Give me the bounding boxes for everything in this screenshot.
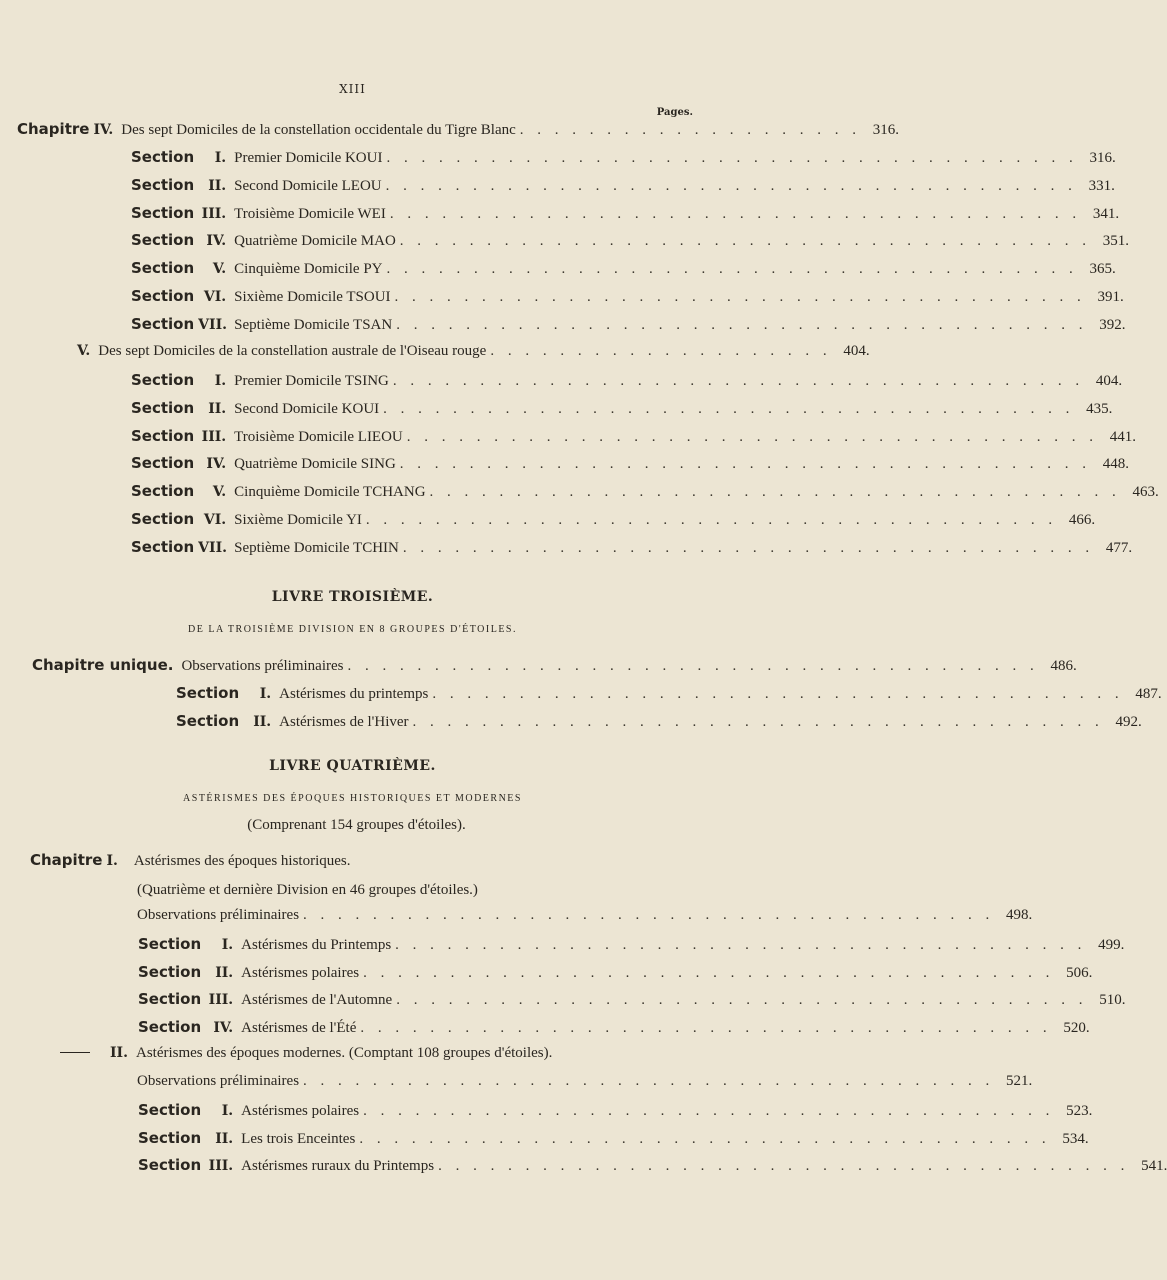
page-ref: 492. [1115, 714, 1142, 730]
page-ref: 534. [1062, 1130, 1089, 1147]
page-ref: 435. [1086, 400, 1113, 417]
leader-dots: . . . . . . . . . . . . . . . . . . . . [490, 343, 832, 359]
section-label: Section [131, 148, 195, 166]
entry-title: Observations préliminaires [137, 907, 300, 923]
page-ref: 506. [1066, 964, 1093, 981]
toc-entry-section [0, 1101, 1093, 1125]
chapter-label: Chapitre [30, 851, 103, 869]
entry-title: Astérismes de l'Hiver [279, 714, 409, 730]
leader-dots: . . . . . . . . . . . . . . . . . . . . . . . . . . . . . . . . . . . . . . . . [395, 937, 1087, 953]
toc-entry-section [0, 935, 1125, 959]
entry-title: Septième Domicile TSAN [234, 316, 393, 333]
section-number: IV. [206, 233, 227, 250]
section-label: Section [131, 314, 195, 333]
section-label: Section [131, 203, 195, 222]
toc-entry-section [0, 684, 1162, 708]
ditto-dash [60, 1052, 90, 1053]
section-number: III. [201, 428, 227, 445]
page-ref: 463. [1132, 484, 1159, 501]
entry-title: Cinquième Domicile TCHANG [234, 484, 426, 501]
book-4-note: (Comprenant 154 groupes d'étoiles). [247, 817, 466, 833]
pages-column-label: Pages. [656, 107, 693, 118]
entry-title: Second Domicile LEOU [234, 177, 382, 194]
toc-entry-section [0, 510, 1096, 534]
section-number: I. [221, 1103, 234, 1119]
section-label: Section [138, 1101, 202, 1119]
page-ref: 486. [1050, 658, 1077, 674]
section-number: V. [212, 484, 227, 501]
leader-dots: . . . . . . . . . . . . . . . . . . . . . . . . . . . . . . . . . . . . . . . . [438, 1158, 1130, 1174]
page-ref: 341. [1092, 205, 1120, 222]
leader-dots: . . . . . . . . . . . . . . . . . . . . . . . . . . . . . . . . . . . . . . . . [385, 177, 1077, 194]
section-number: III. [208, 992, 234, 1008]
toc-entry-section [0, 426, 1137, 451]
page-number: XIII [339, 82, 366, 96]
page-ref: 498. [1006, 907, 1033, 923]
leader-dots: . . . . . . . . . . . . . . . . . . . . . . . . . . . . . . . . . . . . . . . . [394, 289, 1086, 305]
page-ref: 477. [1105, 539, 1133, 556]
leader-dots: . . . . . . . . . . . . . . . . . . . . . . . . . . . . . . . . . . . . . . . . [383, 400, 1075, 417]
section-number: I. [221, 937, 234, 953]
entry-title: Observations préliminaires [137, 1073, 300, 1089]
toc-entry-section [0, 962, 1093, 987]
toc-entry-section [0, 371, 1123, 395]
entry-title: Astérismes du printemps [279, 686, 429, 702]
toc-entry-observations [0, 907, 1033, 931]
section-label: Section [131, 510, 195, 528]
section-number: IV. [213, 1019, 234, 1036]
entry-title: Quatrième Domicile MAO [234, 233, 396, 250]
toc-entry-section [0, 314, 1126, 339]
page-ref: 365. [1089, 261, 1116, 278]
toc-entry-chapter-v [0, 343, 870, 367]
page-ref: 510. [1099, 992, 1126, 1008]
page-ref: 487. [1135, 686, 1162, 702]
entry-title: Sixième Domicile YI [234, 512, 362, 528]
section-label: Section [131, 537, 195, 556]
toc-entry-section [0, 1128, 1089, 1153]
section-number: II. [253, 714, 272, 730]
entry-title: Astérismes du Printemps [241, 937, 392, 953]
page-ref: 441. [1109, 428, 1137, 445]
entry-title: Astérismes des époques modernes. (Comptant 108 groupes d'étoiles). [135, 1045, 553, 1061]
page-ref: 520. [1063, 1019, 1090, 1036]
leader-dots: . . . . . . . . . . . . . . . . . . . . . . . . . . . . . . . . . . . . . . . . [347, 658, 1039, 674]
section-label: Section [131, 287, 195, 305]
page-ref: 316. [1089, 150, 1116, 166]
entry-title: Des sept Domiciles de la constellation occidentale du Tigre Blanc [121, 122, 516, 138]
toc-entry-chapter-i [0, 851, 759, 875]
section-number: II. [215, 1130, 234, 1147]
toc-entry-section [0, 259, 1116, 283]
leader-dots: . . . . . . . . . . . . . . . . . . . . . . . . . . . . . . . . . . . . . . . . [402, 539, 1095, 556]
toc-entry-section [0, 398, 1113, 423]
entry-title: Troisième Domicile LIEOU [234, 428, 403, 445]
entry-title: Premier Domicile TSING [234, 373, 389, 389]
leader-dots: . . . . . . . . . . . . . . . . . . . . . . . . . . . . . . . . . . . . . . . . [406, 428, 1099, 445]
section-label: Section [138, 935, 202, 953]
section-label: Section [138, 1156, 202, 1174]
leader-dots: . . . . . . . . . . . . . . . . . . . . . . . . . . . . . . . . . . . . . . . . [303, 1073, 995, 1089]
toc-entry-chapter-iv [0, 120, 900, 144]
leader-dots: . . . . . . . . . . . . . . . . . . . . . . . . . . . . . . . . . . . . . . . . [389, 205, 1082, 222]
chapter-number: V. [77, 343, 91, 359]
chapter-number: II. [110, 1045, 128, 1061]
toc-entry-section [0, 712, 1142, 736]
leader-dots: . . . . . . . . . . . . . . . . . . . . . . . . . . . . . . . . . . . . . . . . [392, 373, 1085, 389]
page-ref: 541. [1141, 1158, 1167, 1174]
toc-entry-section [0, 148, 1116, 172]
page-ref: 499. [1098, 937, 1125, 953]
leader-dots: . . . . . . . . . . . . . . . . . . . . . . . . . . . . . . . . . . . . . . . . [412, 714, 1104, 730]
page-ref: 392. [1099, 316, 1126, 333]
leader-dots: . . . . . . . . . . . . . . . . . . . . [519, 122, 862, 138]
entry-title: Quatrième Domicile SING [234, 456, 396, 473]
toc-entry-section [0, 231, 1130, 255]
leader-dots: . . . . . . . . . . . . . . . . . . . . . . . . . . . . . . . . . . . . . . . . [303, 907, 995, 923]
entry-title: Cinquième Domicile PY [234, 261, 383, 278]
chapter-label: Chapitre [17, 120, 90, 138]
page-ref: 391. [1097, 289, 1124, 305]
section-number: IV. [206, 456, 227, 473]
entry-title: Astérismes polaires [241, 1103, 360, 1119]
section-label: Section [131, 482, 195, 501]
toc-entry-chapter-ii [0, 1045, 759, 1069]
toc-entry-section [0, 990, 1126, 1014]
section-label: Section [131, 454, 195, 473]
leader-dots: . . . . . . . . . . . . . . . . . . . . . . . . . . . . . . . . . . . . . . . . [399, 233, 1092, 250]
entry-title: Second Domicile KOUI [234, 400, 380, 417]
leader-dots: . . . . . . . . . . . . . . . . . . . . . . . . . . . . . . . . . . . . . . . . [360, 1019, 1052, 1036]
entry-title: Astérismes de l'Été [241, 1019, 357, 1036]
section-label: Section [138, 1017, 202, 1036]
section-label: Section [176, 684, 240, 702]
page-ref: 521. [1006, 1073, 1033, 1089]
leader-dots: . . . . . . . . . . . . . . . . . . . . . . . . . . . . . . . . . . . . . . . . [399, 456, 1092, 473]
entry-title: Astérismes polaires [241, 964, 360, 981]
section-label: Section [131, 426, 195, 445]
section-number: VI. [203, 289, 227, 305]
leader-dots: . . . . . . . . . . . . . . . . . . . . . . . . . . . . . . . . . . . . . . . . [363, 964, 1055, 981]
chapter-i-note: (Quatrième et dernière Division en 46 groupes d'étoiles.) [137, 882, 478, 898]
leader-dots: . . . . . . . . . . . . . . . . . . . . . . . . . . . . . . . . . . . . . . . . [432, 686, 1124, 702]
chapter-number: I. [106, 853, 118, 869]
page-ref: 466. [1068, 512, 1096, 528]
page-ref: 448. [1102, 456, 1130, 473]
section-number: I. [259, 686, 272, 702]
leader-dots: . . . . . . . . . . . . . . . . . . . . . . . . . . . . . . . . . . . . . . . . [386, 261, 1078, 278]
leader-dots: . . . . . . . . . . . . . . . . . . . . . . . . . . . . . . . . . . . . . . . . [396, 316, 1088, 333]
section-number: I. [214, 150, 227, 166]
toc-entry-section [0, 1156, 1167, 1180]
toc-entry-section [0, 1017, 1090, 1042]
entry-title: Observations préliminaires [181, 658, 344, 674]
chapter-number: IV. [93, 122, 114, 138]
section-number: V. [212, 261, 227, 278]
entry-title: Premier Domicile KOUI [234, 150, 383, 166]
page-ref: 316. [872, 122, 900, 138]
book-3-title: LIVRE TROISIÈME. [271, 589, 434, 605]
leader-dots: . . . . . . . . . . . . . . . . . . . . . . . . . . . . . . . . . . . . . . . . [429, 484, 1121, 501]
leader-dots: . . . . . . . . . . . . . . . . . . . . . . . . . . . . . . . . . . . . . . . . [365, 512, 1058, 528]
page-ref: 351. [1102, 233, 1130, 250]
section-label: Section [131, 259, 195, 278]
entry-title: Septième Domicile TCHIN [234, 539, 399, 556]
leader-dots: . . . . . . . . . . . . . . . . . . . . . . . . . . . . . . . . . . . . . . . . [386, 150, 1078, 166]
entry-title: Troisième Domicile WEI [234, 205, 386, 222]
entry-title: Astérismes des époques historiques. [133, 853, 351, 869]
section-label: Section [176, 712, 240, 730]
leader-dots: . . . . . . . . . . . . . . . . . . . . . . . . . . . . . . . . . . . . . . . . [359, 1130, 1051, 1147]
book-3-subtitle: DE LA TROISIÈME DIVISION EN 8 GROUPES D'ÉTOILES. [188, 624, 517, 635]
toc-entry-observations [0, 1073, 1033, 1097]
page-ref: 404. [843, 343, 870, 359]
section-number: VII. [198, 316, 228, 333]
entry-title: Astérismes ruraux du Printemps [241, 1158, 435, 1174]
section-number: VII. [198, 539, 228, 556]
toc-entry-section [0, 454, 1130, 478]
section-label: Section [138, 1128, 202, 1147]
section-label: Section [138, 990, 202, 1008]
chapter-label: Chapitre unique. [32, 656, 174, 674]
section-number: II. [208, 400, 227, 417]
toc-entry-section [0, 287, 1124, 311]
page-ref: 523. [1066, 1103, 1093, 1119]
book-4-title: LIVRE QUATRIÈME. [269, 758, 436, 774]
section-label: Section [131, 398, 195, 417]
entry-title: Les trois Enceintes [241, 1130, 356, 1147]
section-label: Section [131, 371, 195, 389]
section-label: Section [138, 962, 202, 981]
leader-dots: . . . . . . . . . . . . . . . . . . . . . . . . . . . . . . . . . . . . . . . . [363, 1103, 1055, 1119]
toc-entry-section [0, 203, 1120, 228]
entry-title: Sixième Domicile TSOUI [234, 289, 391, 305]
toc-entry-chapitre-unique [0, 656, 1077, 680]
page-ref: 331. [1088, 177, 1115, 194]
leader-dots: . . . . . . . . . . . . . . . . . . . . . . . . . . . . . . . . . . . . . . . . [396, 992, 1088, 1008]
toc-entry-section [0, 482, 1159, 506]
section-number: II. [208, 177, 227, 194]
toc-entry-section [0, 537, 1133, 562]
section-number: I. [214, 373, 227, 389]
section-label: Section [131, 231, 195, 250]
page-ref: 404. [1095, 373, 1123, 389]
section-number: II. [215, 964, 234, 981]
book-4-subtitle: ASTÉRISMES DES ÉPOQUES HISTORIQUES ET MODERNES [183, 793, 522, 804]
toc-entry-section [0, 175, 1115, 200]
section-number: VI. [203, 512, 227, 528]
section-label: Section [131, 175, 195, 194]
section-number: III. [201, 205, 227, 222]
entry-title: Des sept Domiciles de la constellation australe de l'Oiseau rouge [98, 343, 487, 359]
section-number: III. [208, 1158, 234, 1174]
entry-title: Astérismes de l'Automne [241, 992, 393, 1008]
